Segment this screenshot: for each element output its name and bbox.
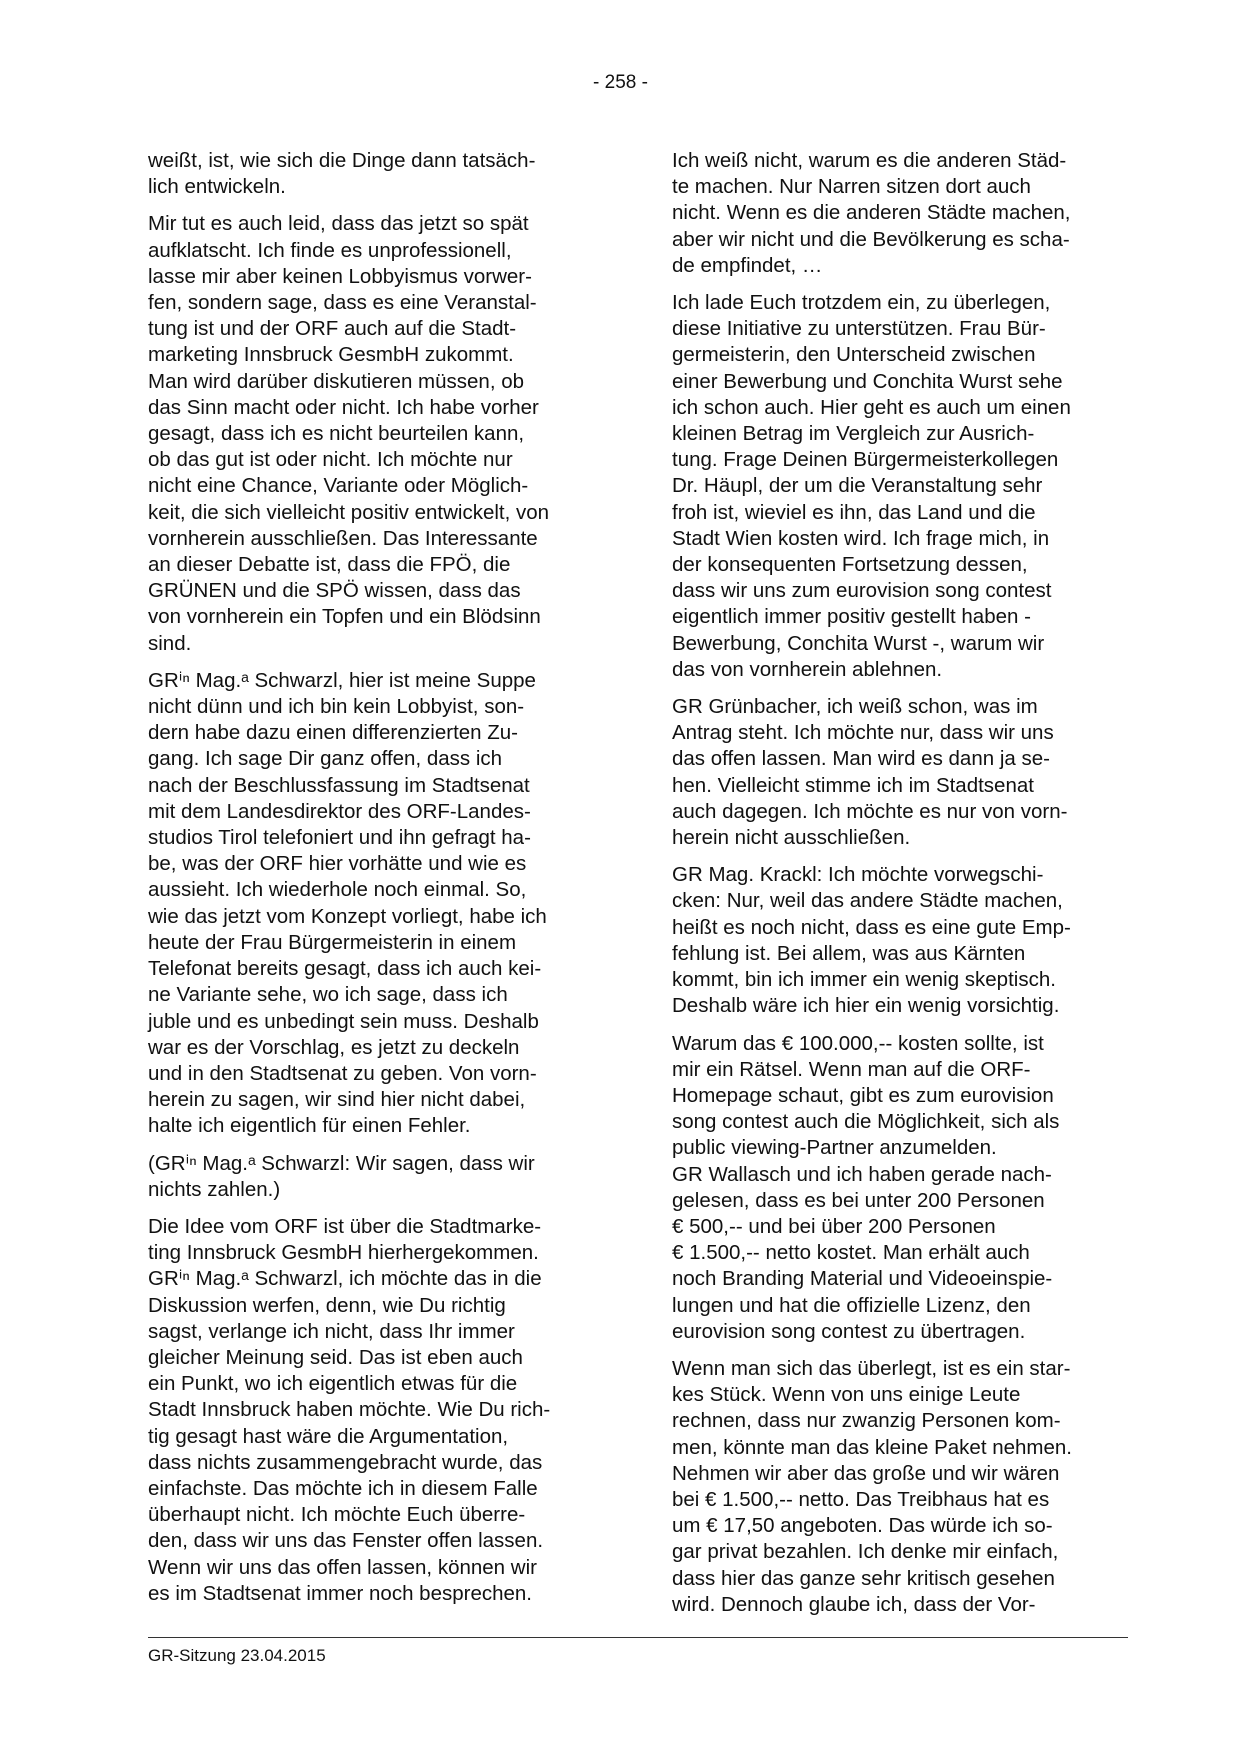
text-line: rechnen, dass nur zwanzig Personen kom- <box>672 1409 1061 1433</box>
text-line: kommt, bin ich immer ein wenig skeptisch. <box>672 968 1056 992</box>
text-line: Stadt Wien kosten wird. Ich frage mich, in <box>672 526 1050 550</box>
text-line: herein nicht ausschließen. <box>672 826 911 850</box>
text-line: gar privat bezahlen. Ich denke mir einfach, <box>672 1540 1059 1564</box>
text-line: aufklatscht. Ich finde es unprofessionell, <box>148 238 512 262</box>
text-line: studios Tirol telefoniert und ihn gefragt ha- <box>148 826 531 850</box>
text-line: GR Grünbacher, ich weiß schon, was im <box>672 695 1038 719</box>
text-line: dass wir uns zum eurovision song contest <box>672 579 1052 603</box>
text-line: weißt, ist, wie sich die Dinge dann tatsäch- <box>148 149 536 172</box>
text-line: mir ein Rätsel. Wenn man auf die ORF- <box>672 1057 1031 1081</box>
text-line: Mir tut es auch leid, dass das jetzt so spät <box>148 212 529 236</box>
text-line: keit, die sich vielleicht positiv entwickelt, von <box>148 500 550 524</box>
text-line: heißt es noch nicht, dass es eine gute Emp- <box>672 915 1071 939</box>
text-line: eigentlich immer positiv gestellt haben - <box>672 605 1031 629</box>
text-line: den, dass wir uns das Fenster offen lassen. <box>148 1529 544 1553</box>
text-line: diese Initiative zu unterstützen. Frau Bür- <box>672 317 1046 341</box>
text-line: gang. Ich sage Dir ganz offen, dass ich <box>148 747 503 771</box>
paragraph <box>148 211 604 656</box>
text-line: € 500,-- und bei über 200 Personen <box>672 1214 996 1238</box>
text-line: GR Wallasch und ich haben gerade nach- <box>672 1162 1052 1186</box>
text-line: nicht. Wenn es die anderen Städte machen, <box>672 201 1071 225</box>
text-line: es im Stadtsenat immer noch besprechen. <box>148 1581 532 1605</box>
right-column <box>672 148 1128 1629</box>
text-line: Telefonat bereits gesagt, dass ich auch kei- <box>148 957 542 981</box>
text-line: dass hier das ganze sehr kritisch gesehen <box>672 1566 1055 1590</box>
text-line: fen, sondern sage, dass es eine Veranstal- <box>148 291 537 315</box>
text-line: Dr. Häupl, der um die Veranstaltung sehr <box>672 474 1043 498</box>
text-line: noch Branding Material und Videoeinspie- <box>672 1267 1053 1291</box>
text-line: de empfindet, … <box>672 253 823 277</box>
text-line: nichts zahlen.) <box>148 1177 281 1201</box>
text-line: nicht dünn und ich bin kein Lobbyist, son- <box>148 695 525 719</box>
text-line: Stadt Innsbruck haben möchte. Wie Du rich- <box>148 1398 551 1422</box>
text-line: an dieser Debatte ist, dass die FPÖ, die <box>148 553 511 577</box>
text-line: Wenn man sich das überlegt, ist es ein star- <box>672 1356 1071 1380</box>
text-line: war es der Vorschlag, es jetzt zu deckeln <box>148 1035 520 1059</box>
text-line: (GRⁱⁿ Mag.ᵃ Schwarzl: Wir sagen, dass wir <box>148 1151 535 1175</box>
footer-divider <box>148 1637 1128 1638</box>
text-line: Man wird darüber diskutieren müssen, ob <box>148 369 525 393</box>
text-line: public viewing-Partner anzumelden. <box>672 1136 997 1160</box>
text-line: kleinen Betrag im Vergleich zur Ausrich- <box>672 422 1035 446</box>
text-line: bei € 1.500,-- netto. Das Treibhaus hat es <box>672 1487 1050 1511</box>
text-line: wird. Dennoch glaube ich, dass der Vor- <box>672 1592 1036 1616</box>
text-line: auch dagegen. Ich möchte es nur von vorn- <box>672 799 1068 823</box>
text-line: cken: Nur, weil das andere Städte machen, <box>672 889 1063 913</box>
text-line: Ich lade Euch trotzdem ein, zu überlegen, <box>672 291 1051 315</box>
text-line: gelesen, dass es bei unter 200 Personen <box>672 1188 1045 1212</box>
text-line: Die Idee vom ORF ist über die Stadtmarke- <box>148 1214 542 1238</box>
text-line: GR Mag. Krackl: Ich möchte vorwegschi- <box>672 863 1044 887</box>
text-line: gleicher Meinung seid. Das ist eben auch <box>148 1345 523 1369</box>
text-line: kes Stück. Wenn von uns einige Leute <box>672 1383 1021 1407</box>
text-line: hen. Vielleicht stimme ich im Stadtsenat <box>672 773 1034 797</box>
text-line: das von vornherein ablehnen. <box>672 657 943 681</box>
text-line: lungen und hat die offizielle Lizenz, den <box>672 1293 1031 1317</box>
text-line: einer Bewerbung und Conchita Wurst sehe <box>672 369 1063 393</box>
text-line: sind. <box>148 631 192 655</box>
text-line: aber wir nicht und die Bevölkerung es scha- <box>672 227 1070 251</box>
text-line: ting Innsbruck GesmbH hierhergekommen. <box>148 1241 539 1265</box>
text-line: te machen. Nur Narren sitzen dort auch <box>672 175 1031 199</box>
text-line: GRⁱⁿ Mag.ᵃ Schwarzl, ich möchte das in die <box>148 1267 542 1291</box>
text-line: lich entwickeln. <box>148 175 286 199</box>
text-line: song contest auch die Möglichkeit, sich als <box>672 1110 1060 1134</box>
paragraph <box>148 668 604 1140</box>
text-line: GRÜNEN und die SPÖ wissen, dass das <box>148 579 521 603</box>
text-line: sagst, verlange ich nicht, dass Ihr immer <box>148 1319 515 1343</box>
text-line: be, was der ORF hier vorhätte und wie es <box>148 852 527 876</box>
text-line: Diskussion werfen, denn, wie Du richtig <box>148 1293 506 1317</box>
text-line: GRⁱⁿ Mag.ᵃ Schwarzl, hier ist meine Suppe <box>148 668 536 692</box>
text-line: ein Punkt, wo ich eigentlich etwas für die <box>148 1372 518 1396</box>
text-line: halte ich eigentlich für einen Fehler. <box>148 1114 471 1138</box>
paragraph <box>672 1356 1128 1618</box>
text-line: das Sinn macht oder nicht. Ich habe vorher <box>148 395 539 419</box>
text-line: dass nichts zusammengebracht wurde, das <box>148 1450 543 1474</box>
text-line: wie das jetzt vom Konzept vorliegt, habe ich <box>148 904 547 928</box>
text-line: men, könnte man das kleine Paket nehmen. <box>672 1435 1072 1459</box>
text-line: juble und es unbedingt sein muss. Deshalb <box>148 1009 539 1033</box>
text-line: lasse mir aber keinen Lobbyismus vorwer- <box>148 264 532 288</box>
text-line: nicht eine Chance, Variante oder Möglich- <box>148 474 529 498</box>
text-line: um € 17,50 angeboten. Das würde ich so- <box>672 1514 1053 1538</box>
text-line: der konsequenten Fortsetzung dessen, <box>672 553 1028 577</box>
text-line: herein zu sagen, wir sind hier nicht dabei, <box>148 1088 526 1112</box>
text-line: Ich weiß nicht, warum es die anderen Städ- <box>672 149 1067 172</box>
paragraph <box>672 694 1128 851</box>
paragraph <box>672 290 1128 683</box>
text-line: Bewerbung, Conchita Wurst -, warum wir <box>672 631 1045 655</box>
paragraph <box>148 148 604 200</box>
text-line: Deshalb wäre ich hier ein wenig vorsichtig. <box>672 994 1060 1018</box>
text-line: vornherein ausschließen. Das Interessante <box>148 526 538 550</box>
page-number: - 258 - <box>593 72 648 93</box>
text-line: Wenn wir uns das offen lassen, können wir <box>148 1555 537 1579</box>
text-line: eurovision song contest zu übertragen. <box>672 1319 1026 1343</box>
text-line: von vornherein ein Topfen und ein Blödsinn <box>148 605 541 629</box>
text-line: das offen lassen. Man wird es dann ja se- <box>672 747 1050 771</box>
text-line: ich schon auch. Hier geht es auch um einen <box>672 395 1071 419</box>
paragraph <box>672 862 1128 1019</box>
text-line: tung ist und der ORF auch auf die Stadt- <box>148 317 517 341</box>
text-line: fehlung ist. Bei allem, was aus Kärnten <box>672 941 1026 965</box>
footer-session-date: GR-Sitzung 23.04.2015 <box>148 1646 326 1665</box>
paragraph <box>148 1151 604 1203</box>
text-line: froh ist, wieviel es ihn, das Land und die <box>672 500 1036 524</box>
text-line: Antrag steht. Ich möchte nur, dass wir uns <box>672 721 1054 745</box>
text-line: und in den Stadtsenat zu geben. Von vorn- <box>148 1061 537 1085</box>
text-line: heute der Frau Bürgermeisterin in einem <box>148 930 517 954</box>
text-line: gesagt, dass ich es nicht beurteilen kann, <box>148 422 525 446</box>
text-line: nach der Beschlussfassung im Stadtsenat <box>148 773 530 797</box>
text-line: Warum das € 100.000,-- kosten sollte, ist <box>672 1031 1044 1055</box>
text-line: marketing Innsbruck GesmbH zukommt. <box>148 343 514 367</box>
paragraph <box>672 1031 1128 1345</box>
paragraph <box>672 148 1128 279</box>
text-line: mit dem Landesdirektor des ORF-Landes- <box>148 799 531 823</box>
text-line: einfachste. Das möchte ich in diesem Falle <box>148 1476 538 1500</box>
text-line: Homepage schaut, gibt es zum eurovision <box>672 1083 1054 1107</box>
text-line: ne Variante sehe, wo ich sage, dass ich <box>148 983 508 1007</box>
text-line: überhaupt nicht. Ich möchte Euch überre- <box>148 1503 526 1527</box>
text-line: € 1.500,-- netto kostet. Man erhält auch <box>672 1241 1030 1265</box>
text-line: ob das gut ist oder nicht. Ich möchte nur <box>148 448 513 472</box>
paragraph <box>148 1214 604 1607</box>
text-line: dern habe dazu einen differenzierten Zu- <box>148 721 519 745</box>
text-line: tig gesagt hast wäre die Argumentation, <box>148 1424 509 1448</box>
text-line: germeisterin, den Unterscheid zwischen <box>672 343 1036 367</box>
text-line: Nehmen wir aber das große und wir wären <box>672 1461 1060 1485</box>
text-line: tung. Frage Deinen Bürgermeisterkollegen <box>672 448 1059 472</box>
text-line: aussieht. Ich wiederhole noch einmal. So, <box>148 878 527 902</box>
left-column <box>148 148 604 1618</box>
